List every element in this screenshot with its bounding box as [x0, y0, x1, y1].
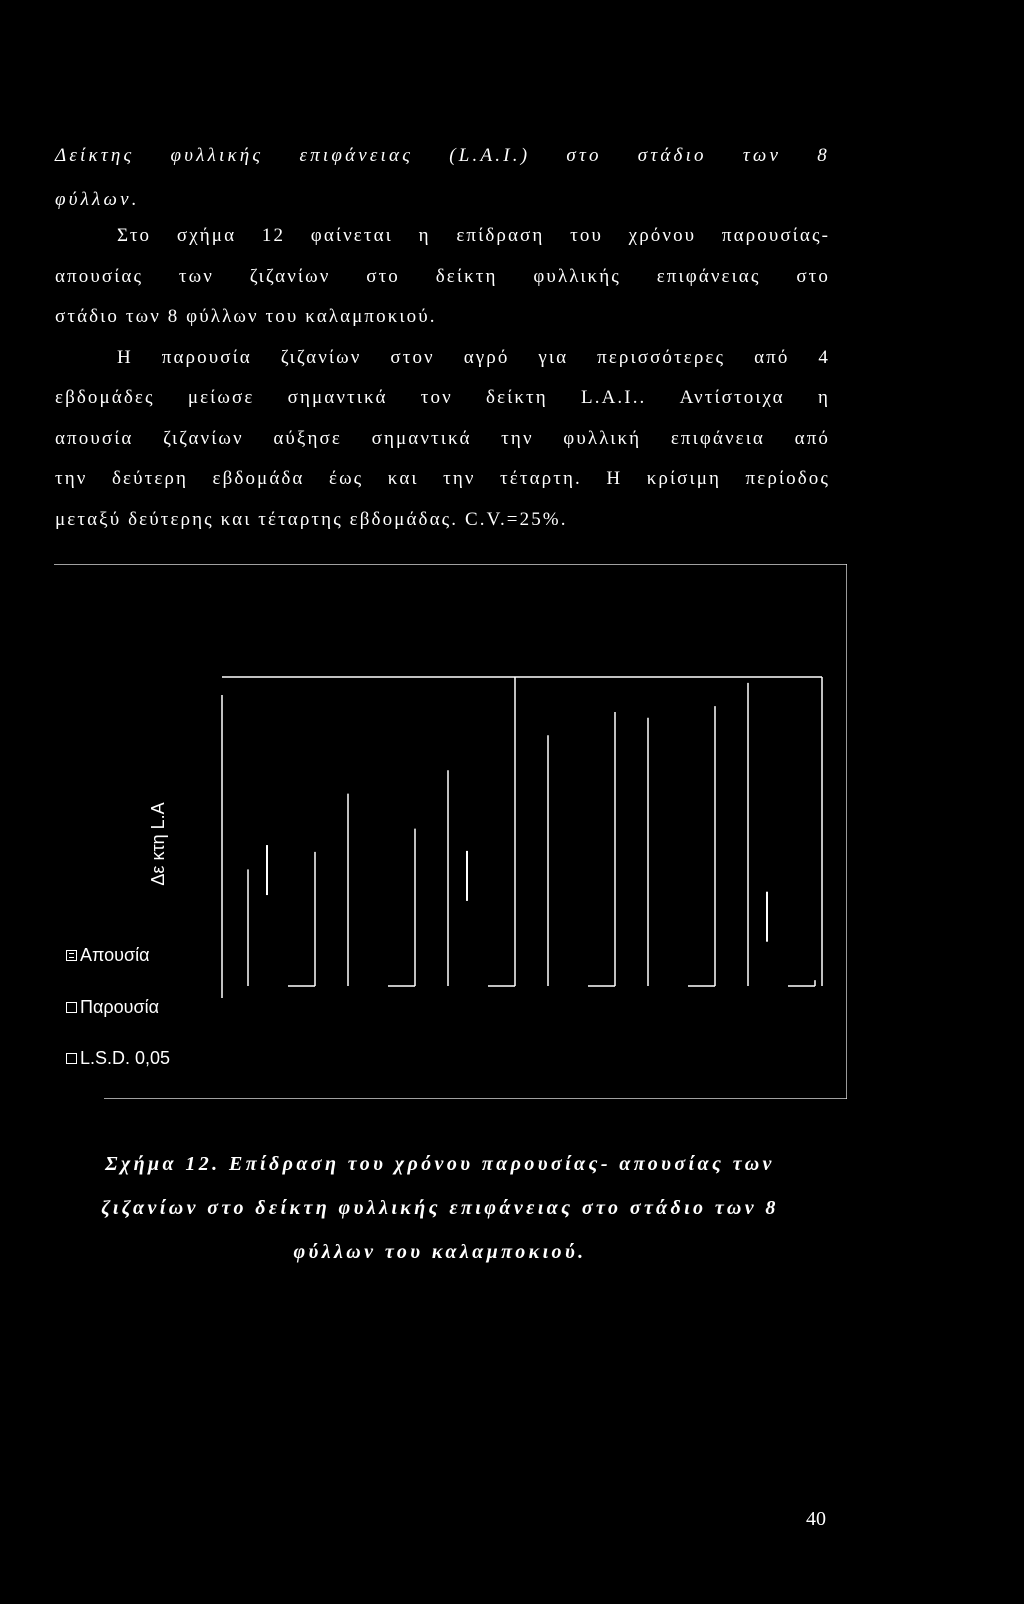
legend-item-presence — [66, 997, 159, 1018]
paragraph-line: Στο σχήμα 12 φαίνεται η επίδραση του χρόνου παρουσίας- — [117, 225, 830, 246]
paragraph-line: την δεύτερη εβδομάδα έως και την τέταρτη. Η κρίσιμη περίοδος — [55, 468, 830, 489]
section-heading-line-2: φύλλων. — [55, 189, 140, 210]
legend-label: Απουσία — [80, 945, 150, 965]
paragraph-line: απουσίας των ζιζανίων στο δείκτη φυλλικής επιφάνειας στο — [55, 265, 830, 287]
legend-label: L.S.D. 0,05 — [80, 1048, 171, 1068]
paragraph-line: μεταξύ δεύτερης και τέταρτης εβδομάδας. C.V.=25%. — [55, 508, 568, 530]
caption-line: Σχήμα 12. Επίδραση του χρόνου παρουσίας- απουσίας των — [105, 1153, 775, 1175]
legend-item-lsd — [66, 1048, 170, 1069]
legend-item-absence — [66, 945, 150, 966]
figure-caption — [60, 1142, 820, 1274]
paragraph-line: Η παρουσία ζιζανίων στον αγρό για περισσότερες από 4 — [117, 346, 830, 368]
legend-label: Παρουσία — [80, 997, 160, 1017]
caption-line: φύλλων του καλαμποκιού. — [293, 1241, 587, 1263]
caption-line: ζιζανίων στο δείκτη φυλλικής επιφάνειας στο στάδιο των 8 — [101, 1197, 779, 1219]
section-heading — [55, 134, 830, 178]
body-paragraph — [55, 216, 830, 540]
legend-swatch-outline — [66, 1002, 77, 1013]
paragraph-line: εβδομάδες μείωσε σημαντικά τον δείκτη L.A.I.. Αντίστοιχα η — [55, 387, 830, 408]
paragraph-line: απουσία ζιζανίων αύξησε σημαντικά την φυλλική επιφάνεια από — [55, 427, 830, 449]
paragraph-line: στάδιο των 8 φύλλων του καλαμποκιού. — [55, 306, 437, 327]
section-heading-line-1: Δείκτης φυλλικής επιφάνειας (L.A.I.) στο στάδιο των 8 — [55, 145, 830, 166]
legend-swatch-outline — [66, 1053, 77, 1064]
y-axis-label: Δε κτη L.A — [147, 802, 168, 886]
legend-swatch-hatched — [66, 950, 77, 961]
page-number: 40 — [806, 1508, 826, 1530]
